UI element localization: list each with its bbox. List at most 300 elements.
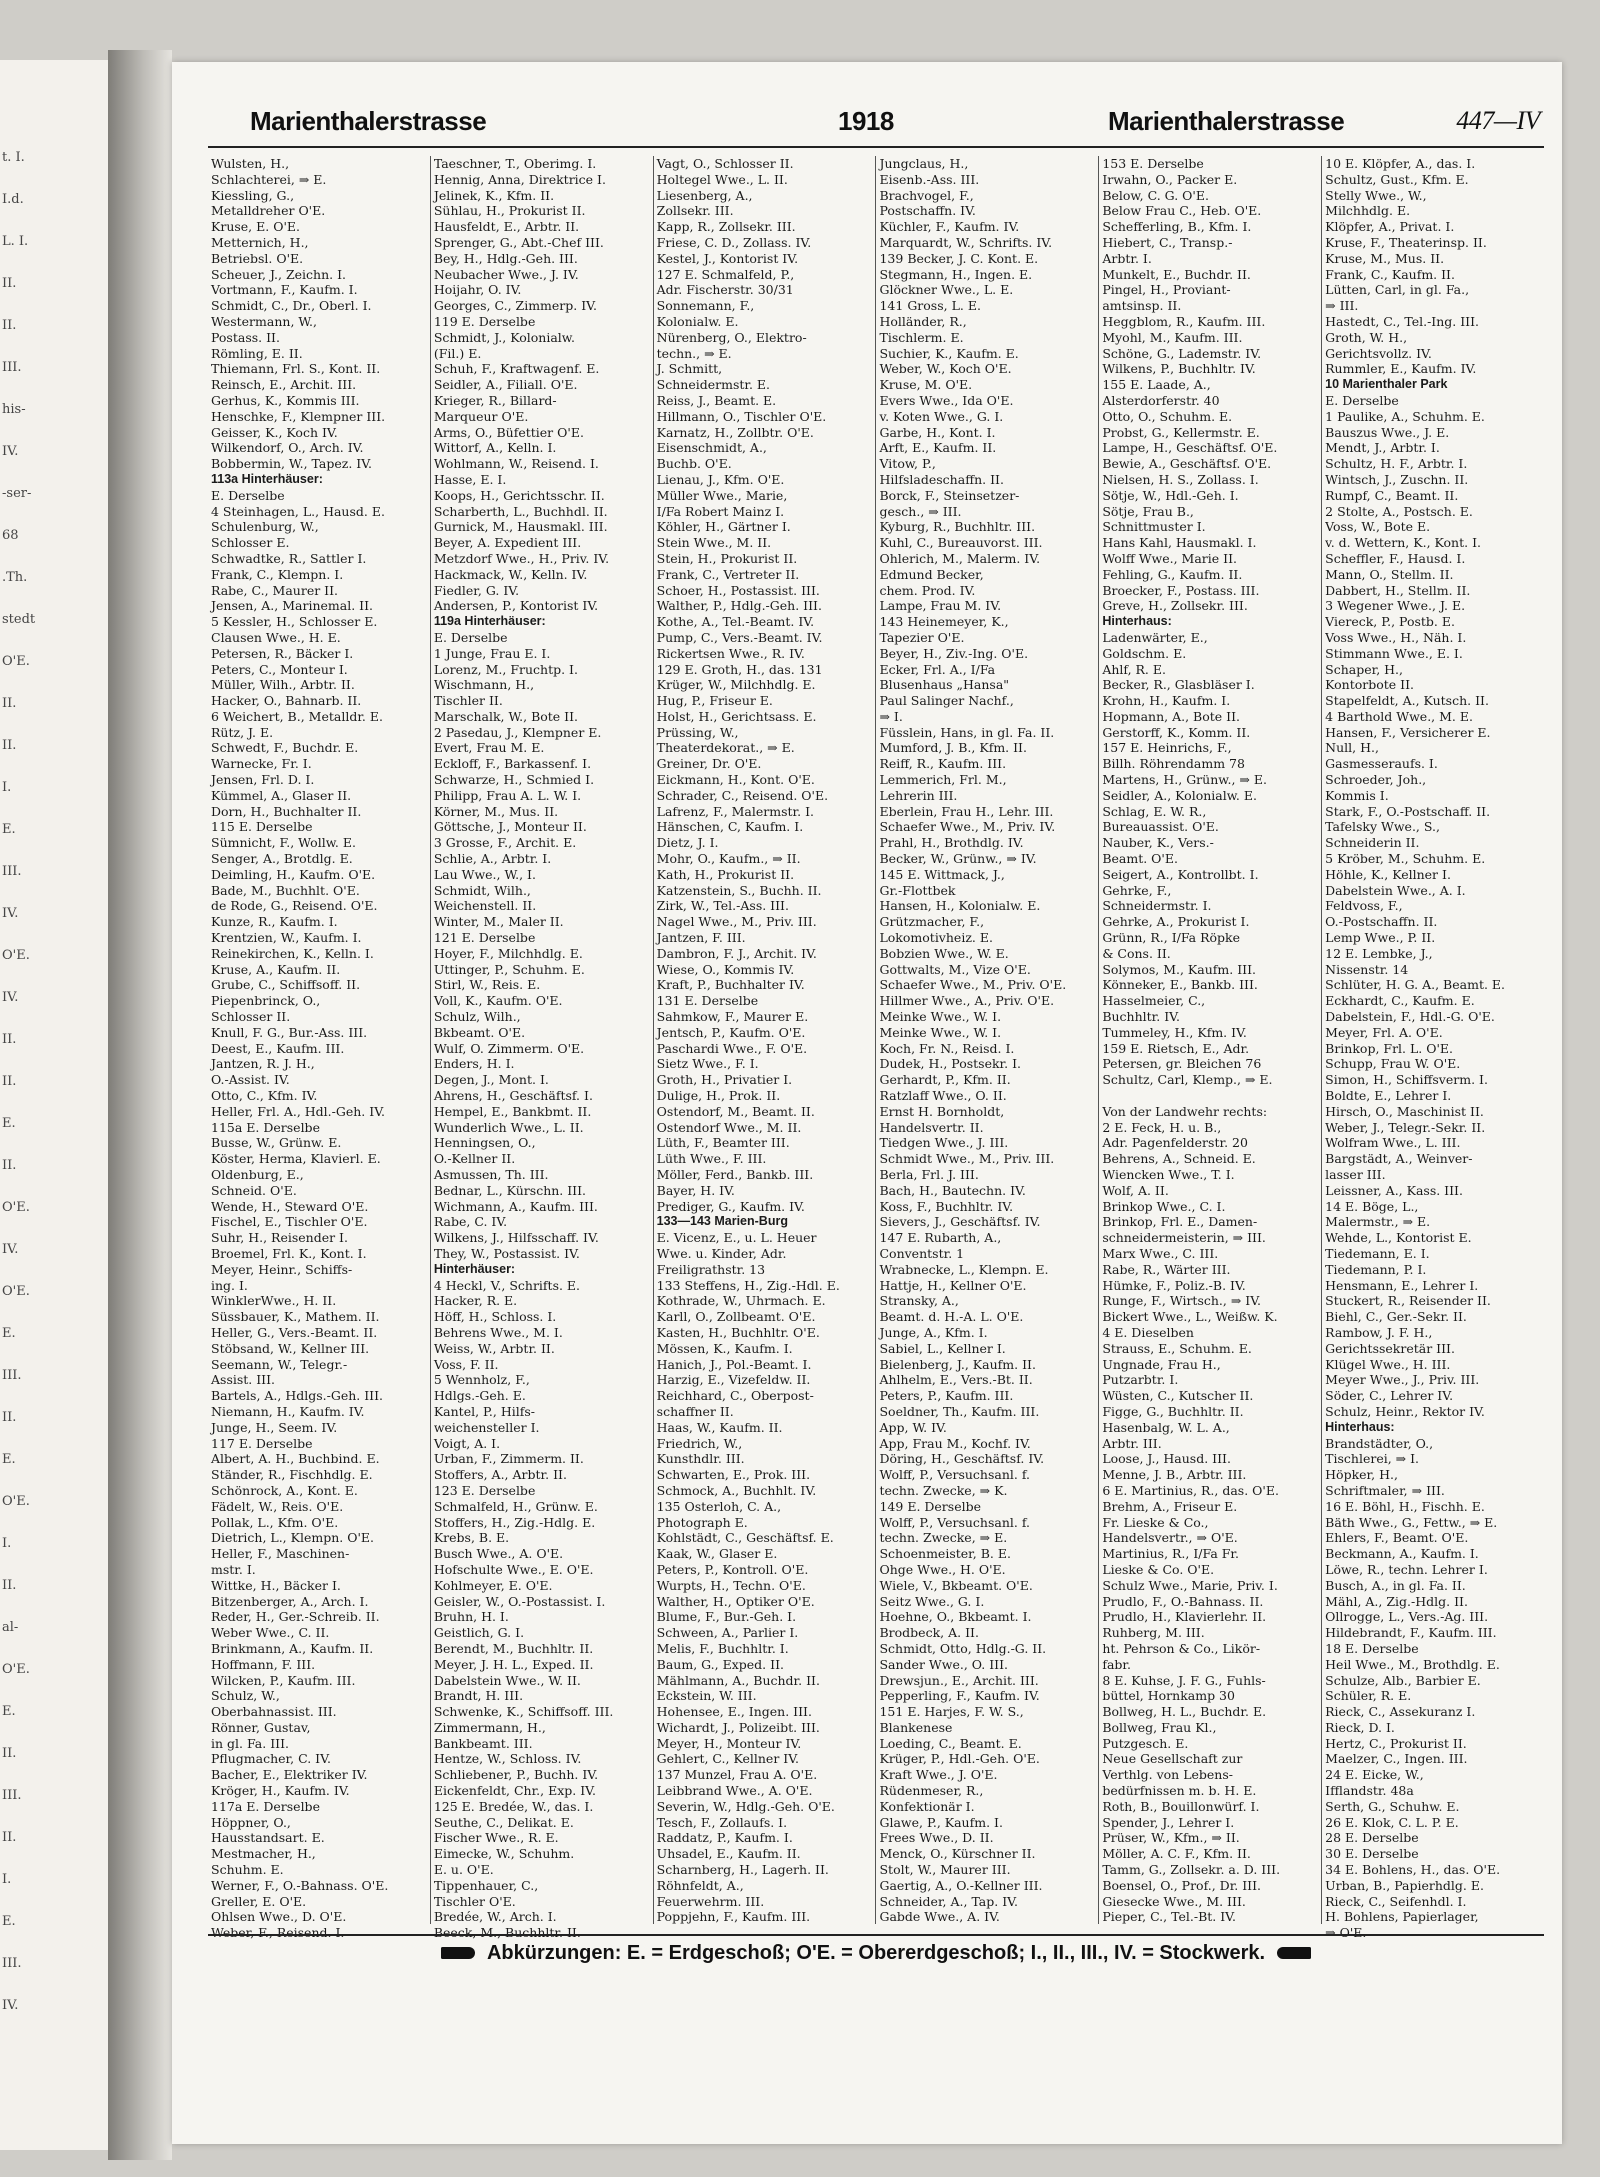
directory-entry: Mestmacher, H., xyxy=(211,1846,316,1862)
directory-entry: 137 Munzel, Frau A. O'E. xyxy=(656,1767,818,1783)
directory-entry: Hans Kahl, Hausmakl. I. xyxy=(1102,535,1257,551)
year-label: 1918 xyxy=(838,106,894,136)
directory-entry: Höpker, H., xyxy=(1325,1467,1398,1483)
directory-entry: Schroeder, Joh., xyxy=(1325,772,1427,788)
directory-entry: Stimmann Wwe., E. I. xyxy=(1325,645,1463,661)
directory-entry: Clausen Wwe., H. E. xyxy=(211,629,341,645)
directory-entry: Nagel Wwe., M., Priv. III. xyxy=(656,914,817,930)
column-1 xyxy=(208,156,430,1941)
directory-entry: Klöpfer, A., Privat. I. xyxy=(1325,219,1455,235)
directory-entry: amtsinsp. II. xyxy=(1102,298,1182,314)
directory-entry: Handelsvertr., ⇒ O'E. xyxy=(1102,1530,1238,1546)
directory-entry: Peters, C., Monteur I. xyxy=(211,661,348,677)
facing-page-fragment: IV. xyxy=(2,444,19,459)
directory-entry: Bobzien Wwe., W. E. xyxy=(879,945,1009,961)
directory-entry: Kunsthdlr. III. xyxy=(656,1451,745,1467)
directory-entry: Buchb. O'E. xyxy=(656,456,732,472)
directory-entry: Mann, O., Stellm. II. xyxy=(1325,566,1454,582)
directory-entry: Jensen, Frl. D. I. xyxy=(211,772,315,788)
directory-entry: Konfektionär I. xyxy=(879,1798,975,1814)
directory-entry: Wiele, V., Bkbeamt. O'E. xyxy=(879,1577,1033,1593)
directory-entry: Betriebsl. O'E. xyxy=(211,250,304,266)
directory-page xyxy=(172,62,1562,2144)
directory-entry: Probst, G., Kellermstr. E. xyxy=(1102,424,1260,440)
directory-entry: Stoffers, H., Zig.-Hdlg. E. xyxy=(433,1514,596,1530)
directory-entry: Süssbauer, K., Mathem. II. xyxy=(211,1309,380,1325)
directory-entry: 127 E. Schmalfeld, P., xyxy=(656,266,795,282)
directory-entry: Eckstein, W. III. xyxy=(656,1688,757,1704)
directory-entry: Metternich, H., xyxy=(211,234,309,250)
directory-entry: Below, C. G. O'E. xyxy=(1102,187,1209,203)
directory-entry: Vortmann, F., Kaufm. I. xyxy=(211,282,358,298)
facing-page-fragment: II. xyxy=(2,1410,17,1425)
directory-entry: Kapp, R., Zollsekr. III. xyxy=(656,219,796,235)
directory-entry: Grube, C., Schiffsoff. II. xyxy=(211,977,361,993)
directory-entry: Bkbeamt. O'E. xyxy=(433,1024,526,1040)
directory-entry: 24 E. Eicke, W., xyxy=(1325,1767,1424,1783)
directory-entry: Nürenberg, O., Elektro- xyxy=(656,329,807,345)
directory-entry: Hoffmann, F. III. xyxy=(211,1656,316,1672)
directory-entry: ⇒ III. xyxy=(1325,298,1359,314)
directory-entry: Handelsvertr. II. xyxy=(879,1119,984,1135)
column-4 xyxy=(875,156,1098,1924)
directory-entry: Peters, P., Kontroll. O'E. xyxy=(656,1561,809,1577)
directory-entry: Friedrich, W., xyxy=(656,1435,743,1451)
directory-entry: Meinke Wwe., W. I. xyxy=(879,1009,1002,1025)
directory-entry: Schwarze, H., Schmied I. xyxy=(433,772,595,788)
directory-entry: Albert, A. H., Buchbind. E. xyxy=(211,1451,380,1467)
directory-entry: Wolf, A. II. xyxy=(1102,1182,1169,1198)
directory-entry: Greller, E. O'E. xyxy=(211,1893,307,1909)
directory-entry: Schultz, Carl, Klemp., ⇒ E. xyxy=(1102,1072,1273,1088)
directory-entry: Schulenburg, W., xyxy=(211,519,319,535)
directory-entry: Bade, M., Buchhlt. O'E. xyxy=(211,882,360,898)
directory-entry: Sühlau, H., Prokurist II. xyxy=(433,203,586,219)
facing-page-fragment: E. xyxy=(2,1704,16,1719)
facing-page-fragment: II. xyxy=(2,1746,17,1761)
directory-entry: 5 Wennholz, F., xyxy=(433,1372,530,1388)
directory-entry: Suchier, K., Kaufm. E. xyxy=(879,345,1019,361)
directory-entry: Rieck, C., Assekuranz I. xyxy=(1325,1704,1476,1720)
directory-entry: Bollweg, H. L., Buchdr. E. xyxy=(1102,1704,1267,1720)
directory-entry: Prudlo, F., O.-Bahnass. II. xyxy=(1102,1593,1264,1609)
directory-entry: O.-Assist. IV. xyxy=(211,1072,290,1088)
directory-entry: Beyer, A. Expedient III. xyxy=(433,535,582,551)
facing-page-fragment: III. xyxy=(2,1956,22,1971)
directory-entry: Beeck, M., Buchhltr. II. xyxy=(433,1925,581,1941)
directory-entry: Westermann, W., xyxy=(211,313,317,329)
directory-entry: Putzgesch. E. xyxy=(1102,1735,1189,1751)
directory-entry: Wilkendorf, O., Arch. IV. xyxy=(211,440,364,456)
directory-entry: Brinkmann, A., Kaufm. II. xyxy=(211,1640,374,1656)
directory-entry: Strauss, E., Schuhm. E. xyxy=(1102,1340,1252,1356)
directory-entry: schaffner II. xyxy=(656,1403,734,1419)
directory-entry: Wittke, H., Bäcker I. xyxy=(211,1577,341,1593)
directory-entry: Seitz Wwe., G. I. xyxy=(879,1593,985,1609)
directory-entry: Tamm, G., Zollsekr. a. D. III. xyxy=(1102,1862,1281,1878)
directory-entry: Dabelstein Wwe., W. II. xyxy=(433,1672,581,1688)
directory-entry: Oldenburg, E., xyxy=(211,1167,304,1182)
directory-entry: Wittorf, A., Kelln. I. xyxy=(433,440,557,456)
directory-entry: Prudlo, H., Klavierlehr. II. xyxy=(1102,1609,1267,1625)
directory-entry: Bickert Wwe., L., Weißw. K. xyxy=(1102,1309,1278,1325)
directory-entry: Metzdorf Wwe., H., Priv. IV. xyxy=(433,550,610,566)
directory-entry: Busse, W., Grünw. E. xyxy=(211,1135,342,1151)
directory-entry: Kyburg, R., Buchhltr. III. xyxy=(879,519,1036,535)
directory-entry: Reiss, J., Beamt. E. xyxy=(656,392,777,408)
directory-entry: Brehm, A., Friseur E. xyxy=(1102,1498,1238,1514)
directory-entry: Hacker, O., Bahnarb. II. xyxy=(211,693,362,709)
directory-entry: Schoenmeister, B. E. xyxy=(879,1546,1011,1562)
directory-entry: Kunze, R., Kaufm. I. xyxy=(211,914,338,930)
directory-entry: Thiemann, Frl. S., Kont. II. xyxy=(211,361,381,377)
directory-entry: Ecker, Frl. A., I/Fa xyxy=(879,661,996,677)
directory-entry: Beckmann, A., Kaufm. I. xyxy=(1325,1546,1479,1562)
directory-entry: Schulz, Heinr., Rektor IV. xyxy=(1325,1403,1485,1419)
directory-entry: Schulz, W., xyxy=(211,1688,280,1704)
directory-entry: Fehling, G., Kaufm. II. xyxy=(1102,566,1243,582)
directory-entry: Pieper, C., Tel.-Bt. IV. xyxy=(1102,1909,1236,1925)
directory-entry: Scharnberg, H., Lagerh. II. xyxy=(656,1862,829,1878)
directory-entry: Eickmann, H., Kont. O'E. xyxy=(656,772,815,788)
directory-entry: Gerhardt, P., Kfm. II. xyxy=(879,1072,1011,1088)
directory-entry: Mössen, K., Kaufm. I. xyxy=(656,1340,793,1356)
directory-entry: Rabe, C., Maurer II. xyxy=(211,582,339,598)
directory-entry: Figge, G., Buchhltr. II. xyxy=(1102,1403,1244,1419)
directory-entry: Fädelt, W., Reis. O'E. xyxy=(211,1498,344,1514)
directory-entry: Bacher, E., Elektriker IV. xyxy=(211,1767,368,1783)
directory-entry: Blusenhaus „Hansa" xyxy=(879,677,1010,693)
directory-entry: Martinius, R., I/Fa Fr. xyxy=(1102,1546,1240,1562)
directory-entry: Wolff, P., Versuchsanl. f. xyxy=(879,1514,1030,1530)
facing-page-fragment: I. xyxy=(2,780,12,795)
directory-entry: Dambron, F. J., Archit. IV. xyxy=(656,945,817,961)
directory-entry: Greve, H., Zollsekr. III. xyxy=(1102,598,1248,614)
facing-page-fragment: III. xyxy=(2,1368,22,1383)
directory-entry: gesch., ⇒ III. xyxy=(879,503,962,519)
directory-entry: Walther, H., Optiker O'E. xyxy=(656,1593,815,1609)
abbreviations-text: Abkürzungen: E. = Erdgeschoß; O'E. = Obererdgeschoß; I., II., III., IV. = Stockwerk. xyxy=(486,1941,1266,1964)
directory-entry: Römling, E. II. xyxy=(211,345,303,361)
directory-entry: Gehrke, F., xyxy=(1102,882,1172,898)
directory-entry: Vitow, P., xyxy=(879,456,936,472)
directory-entry: Schmidt, Wilh., xyxy=(433,882,531,898)
directory-entry: de Rode, G., Reisend. O'E. xyxy=(211,898,378,914)
directory-entry: Rabe, C. IV. xyxy=(433,1214,508,1230)
directory-entry: Kruse, E. O'E. xyxy=(211,219,300,235)
directory-entry: Vagt, O., Schlosser II. xyxy=(656,156,794,171)
directory-entry: Asmussen, Th. III. xyxy=(433,1167,549,1182)
directory-entry: Meyer Wwe., J., Priv. III. xyxy=(1325,1372,1480,1388)
directory-entry: 143 Heinemeyer, K., xyxy=(879,614,1009,630)
directory-entry: 123 E. Derselbe xyxy=(433,1482,536,1498)
directory-entry: Ahlf, R. E. xyxy=(1102,661,1166,677)
directory-entry: Schultz, Gust., Kfm. E. xyxy=(1325,171,1469,187)
directory-entry: Solymos, M., Kaufm. III. xyxy=(1102,961,1256,977)
directory-entry: Ohge Wwe., H. O'E. xyxy=(879,1561,1006,1577)
directory-entry: Kruse, F., Theaterinsp. II. xyxy=(1325,234,1487,250)
directory-entry: Koss, F., Buchhltr. IV. xyxy=(879,1198,1014,1214)
directory-entry: Arbtr. I. xyxy=(1102,250,1152,266)
directory-entry: Hohensee, E., Ingen. III. xyxy=(656,1704,812,1720)
directory-entry: Rummler, E., Kaufm. IV. xyxy=(1325,361,1477,377)
directory-entry: Fischer Wwe., R. E. xyxy=(433,1830,559,1846)
directory-entry: Blume, F., Bur.-Geh. I. xyxy=(656,1609,797,1625)
directory-entry: Freiligrathstr. 13 xyxy=(656,1261,766,1277)
directory-entry: Karnatz, H., Zollbtr. O'E. xyxy=(656,424,814,440)
directory-entry: Kontorbote II. xyxy=(1325,677,1415,693)
facing-page-fragment: .Th. xyxy=(2,570,28,585)
directory-entry: Prahl, H., Brothdlg. IV. xyxy=(879,835,1024,851)
directory-entry: 4 Steinhagen, L., Hausd. E. xyxy=(211,503,385,519)
directory-entry: Metalldreher O'E. xyxy=(211,203,326,219)
directory-entry: Lampe, H., Geschäftsf. O'E. xyxy=(1102,440,1278,456)
directory-entry: 125 E. Bredée, W., das. I. xyxy=(433,1798,594,1814)
directory-entry: Baum, G., Exped. II. xyxy=(656,1656,784,1672)
directory-entry: Hausstandsart. E. xyxy=(211,1830,325,1846)
directory-entry: Jungclaus, H., xyxy=(879,156,969,171)
directory-entry: Tischler II. xyxy=(433,693,503,709)
directory-entry: Kolonialw. E. xyxy=(656,313,739,329)
directory-entry: Brandt, H. III. xyxy=(433,1688,524,1704)
directory-entry: Dorn, H., Buchhalter II. xyxy=(211,803,362,819)
directory-entry: Arms, O., Büfettier O'E. xyxy=(433,424,584,440)
directory-entry: techn., ⇒ E. xyxy=(656,345,732,361)
directory-entry: Pingel, H., Proviant- xyxy=(1102,282,1231,298)
directory-entry: Kaak, W., Glaser E. xyxy=(656,1546,778,1562)
directory-entry xyxy=(1102,1088,1318,1104)
directory-entry: 3 Wegener Wwe., J. E. xyxy=(1325,598,1466,614)
directory-entry: Geisser, K., Koch IV. xyxy=(211,424,338,440)
directory-entry: Koops, H., Gerichtsschr. II. xyxy=(433,487,605,503)
directory-entry: Höppner, O., xyxy=(211,1814,291,1830)
facing-page-fragment: II. xyxy=(2,1578,17,1593)
directory-entry: Leissner, A., Kass. III. xyxy=(1325,1182,1463,1198)
directory-entry: 18 E. Derselbe xyxy=(1325,1640,1419,1656)
directory-entry: Wunderlich Wwe., L. II. xyxy=(433,1119,584,1135)
directory-entry: 4 Barthold Wwe., M. E. xyxy=(1325,708,1473,724)
directory-entry: Ahlhelm, E., Vers.-Bt. II. xyxy=(879,1372,1033,1388)
directory-entry: Deimling, H., Kaufm. O'E. xyxy=(211,866,376,882)
street-title-left: Marienthalerstrasse xyxy=(250,106,487,136)
directory-entry: Rickertsen Wwe., R. IV. xyxy=(656,645,805,661)
directory-entry: Lütten, Carl, in gl. Fa., xyxy=(1325,282,1470,298)
directory-entry: Ungnade, Frau H., xyxy=(1102,1356,1221,1372)
directory-entry: Urban, F., Zimmerm. II. xyxy=(433,1451,584,1467)
directory-entry: Arbtr. III. xyxy=(1102,1435,1162,1451)
directory-entry: Eimecke, W., Schuhm. xyxy=(433,1846,575,1862)
directory-entry: Frank, C., Klempn. I. xyxy=(211,566,344,582)
directory-entry: Spender, J., Lehrer I. xyxy=(1102,1814,1235,1830)
directory-entry: Jentsch, P., Kaufm. O'E. xyxy=(656,1024,806,1040)
directory-entry: Null, H., xyxy=(1325,740,1379,756)
directory-entry: Wende, H., Steward O'E. xyxy=(211,1198,369,1214)
directory-entry: 14 E. Böge, L., xyxy=(1325,1198,1419,1214)
directory-entry: Schmidt, C., Dr., Oberl. I. xyxy=(211,298,372,314)
directory-entry: Hentze, W., Schloss. IV. xyxy=(433,1751,582,1767)
directory-entry: Bauszus Wwe., J. E. xyxy=(1325,424,1450,440)
facing-page-fragment: II. xyxy=(2,1032,17,1047)
directory-entry: 12 E. Lembke, J., xyxy=(1325,945,1433,961)
directory-entry: Petersen, gr. Bleichen 76 xyxy=(1102,1056,1262,1072)
directory-entry: Becker, R., Glasbläser I. xyxy=(1102,677,1255,693)
directory-entry: Nissenstr. 14 xyxy=(1325,961,1409,977)
directory-entry: 8 E. Kuhse, J. F. G., Fuhls- xyxy=(1102,1672,1266,1688)
directory-entry: 129 E. Groth, H., das. 131 xyxy=(656,661,823,677)
directory-entry: Dabelstein Wwe., A. I. xyxy=(1325,882,1466,898)
directory-entry: Hinterhaus: xyxy=(1325,1419,1395,1434)
directory-entry: 6 Weichert, B., Metalldr. E. xyxy=(211,708,383,724)
pointing-hand-icon xyxy=(1277,1947,1311,1959)
facing-page-fragment: I. xyxy=(2,1872,12,1887)
directory-entry: Meinke Wwe., W. I. xyxy=(879,1024,1002,1040)
directory-entry: Buchhltr. IV. xyxy=(1102,1009,1180,1025)
directory-entry: Ostendorf, M., Beamt. II. xyxy=(656,1103,815,1119)
directory-entry: 149 E. Derselbe xyxy=(879,1498,981,1514)
directory-entry: Reder, H., Ger.-Schreib. II. xyxy=(211,1609,380,1625)
directory-entry: Mohr, O., Kaufm., ⇒ II. xyxy=(656,851,801,867)
directory-entry: Müller Wwe., Marie, xyxy=(656,487,788,503)
directory-entry: Schaefer Wwe., M., Priv. O'E. xyxy=(879,977,1067,993)
directory-entry: Stapelfeldt, A., Kutsch. II. xyxy=(1325,693,1489,709)
directory-entry: Kuhl, C., Bureauvorst. III. xyxy=(879,535,1043,551)
directory-entry: Gehrke, A., Prokurist I. xyxy=(1102,914,1250,930)
directory-entry: 10 E. Klöpfer, A., das. I. xyxy=(1325,156,1476,171)
directory-entry: Stolt, W., Maurer III. xyxy=(879,1862,1011,1878)
directory-entry: Mumford, J. B., Kfm. II. xyxy=(879,740,1027,756)
facing-page-fragment: O'E. xyxy=(2,1284,30,1299)
directory-entry: Dietz, J. I. xyxy=(656,835,719,851)
directory-entry: Frank, C., Vertreter II. xyxy=(656,566,800,582)
directory-entry: Schwadtke, R., Sattler I. xyxy=(211,550,367,566)
directory-entry: v. d. Wettern, K., Kont. I. xyxy=(1325,535,1481,551)
directory-entry: Kath, H., Prokurist II. xyxy=(656,866,795,882)
directory-entry: Weber, W., Koch O'E. xyxy=(879,361,1012,377)
directory-entry: Kasten, H., Buchhltr. O'E. xyxy=(656,1324,820,1340)
directory-entry: 147 E. Rubarth, A., xyxy=(879,1230,1002,1246)
directory-entry: Adr. Fischerstr. 30/31 xyxy=(656,282,794,298)
directory-entry: Hinterhaus: xyxy=(1102,614,1172,629)
facing-page-fragment: O'E. xyxy=(2,1200,30,1215)
directory-entry: Hopmann, A., Bote II. xyxy=(1102,708,1240,724)
directory-entry: Eckloff, F., Barkassenf. I. xyxy=(433,756,592,772)
directory-entry: 5 Kröber, M., Schuhm. E. xyxy=(1325,851,1486,867)
directory-entry: Brandstädter, O., xyxy=(1325,1435,1434,1451)
directory-entry: 119 E. Derselbe xyxy=(433,313,536,329)
directory-entry: Dulige, H., Prok. II. xyxy=(656,1088,781,1104)
directory-entry: Hempel, E., Bankbmt. II. xyxy=(433,1103,592,1119)
directory-entry: Seidler, A., Kolonialw. E. xyxy=(1102,787,1257,803)
directory-entry: Bednar, L., Kürschn. III. xyxy=(433,1182,587,1198)
directory-entry: Rumpf, C., Beamt. II. xyxy=(1325,487,1459,503)
directory-entry: Bruhn, H. I. xyxy=(433,1609,509,1625)
directory-entry: 10 Marienthaler Park xyxy=(1325,377,1448,392)
directory-entry: Friese, C. D., Zollass. IV. xyxy=(656,234,812,250)
directory-entry: Hensmann, E., Lehrer I. xyxy=(1325,1277,1479,1293)
directory-entry: Weber, J., Telegr.-Sekr. II. xyxy=(1325,1119,1486,1135)
directory-entry: Simon, H., Schiffsverm. I. xyxy=(1325,1072,1488,1088)
directory-entry: 1 Paulike, A., Schuhm. E. xyxy=(1325,408,1485,424)
directory-entry: 117 E. Derselbe xyxy=(211,1435,313,1451)
directory-entry: Bitzenberger, A., Arch. I. xyxy=(211,1593,369,1609)
directory-entry: Lehrerin III. xyxy=(879,787,958,803)
directory-entry: Rüdenmeser, R., xyxy=(879,1783,984,1799)
directory-entry: Marqueur O'E. xyxy=(433,408,529,424)
facing-page-fragment: I.d. xyxy=(2,192,24,207)
directory-entry: Hoehne, O., Bkbeamt. I. xyxy=(879,1609,1032,1625)
directory-entry: Pepperling, F., Kaufm. IV. xyxy=(879,1688,1040,1704)
directory-entry: Schneidermstr. E. xyxy=(656,377,771,393)
directory-entry: Bielenberg, J., Kaufm. II. xyxy=(879,1356,1036,1372)
directory-entry: Sander Wwe., O. III. xyxy=(879,1656,1009,1672)
directory-entry: Bayer, H. IV. xyxy=(656,1182,735,1198)
directory-entry: Eisenschmidt, A., xyxy=(656,440,767,456)
directory-entry: Grünn, R., I/Fa Röpke xyxy=(1102,930,1241,946)
directory-entry: Kruse, A., Kaufm. II. xyxy=(211,961,341,977)
directory-entry: Wulf, O. Zimmerm. O'E. xyxy=(433,1040,585,1056)
directory-entry: Gehlert, C., Kellner IV. xyxy=(656,1751,800,1767)
directory-entry: Schulz, Wilh., xyxy=(433,1009,521,1025)
facing-page-fragment: E. xyxy=(2,1914,16,1929)
directory-entry: O.-Postschaffn. II. xyxy=(1325,914,1438,930)
directory-entry: Frank, C., Kaufm. II. xyxy=(1325,266,1455,282)
directory-entry: Katzenstein, S., Buchh. II. xyxy=(656,882,822,898)
directory-entry: Jelinek, K., Kfm. II. xyxy=(433,187,555,203)
directory-entry: Brinkop, Frl. E., Damen- xyxy=(1102,1214,1258,1230)
directory-entry: Scheffler, F., Hausd. I. xyxy=(1325,550,1466,566)
directory-entry: Schneiderin II. xyxy=(1325,835,1420,851)
directory-entry: mstr. I. xyxy=(211,1561,256,1577)
directory-entry: schneidermeisterin, ⇒ III. xyxy=(1102,1230,1266,1246)
directory-entry: Stein Wwe., M. II. xyxy=(656,535,772,551)
directory-entry: Schrader, C., Reisend. O'E. xyxy=(656,787,829,803)
directory-entry: Urban, B., Papierhdlg. E. xyxy=(1325,1877,1484,1893)
directory-entry: Holländer, R., xyxy=(879,313,967,329)
directory-entry: Meyer, J. H. L., Exped. II. xyxy=(433,1656,594,1672)
directory-entry: They, W., Postassist. IV. xyxy=(433,1245,580,1261)
directory-entry: Wehde, L., Kontorist E. xyxy=(1325,1230,1472,1246)
directory-entry: Below Frau C., Heb. O'E. xyxy=(1102,203,1262,219)
directory-entry: Möller, A. C. F., Kfm. II. xyxy=(1102,1846,1251,1862)
directory-entry: Soeldner, Th., Kaufm. III. xyxy=(879,1403,1040,1419)
directory-entry: Frees Wwe., D. II. xyxy=(879,1830,994,1846)
directory-entry: Putzarbtr. I. xyxy=(1102,1372,1179,1388)
directory-entry: Sprenger, G., Abt.-Chef III. xyxy=(433,234,604,250)
directory-entry: Hänschen, C, Kaufm. I. xyxy=(656,819,804,835)
facing-page-fragment: O'E. xyxy=(2,1494,30,1509)
page-number: 447—IV xyxy=(1456,106,1540,135)
directory-entry: Berendt, M., Buchhltr. II. xyxy=(433,1640,594,1656)
directory-entry: Marx Wwe., C. III. xyxy=(1102,1245,1219,1261)
directory-entry: Prüssing, W., xyxy=(656,724,739,740)
directory-entry: Uhsadel, E., Kaufm. II. xyxy=(656,1846,801,1862)
directory-entry: Gasmesseraufs. I. xyxy=(1325,756,1438,772)
directory-entry: Hacker, R. E. xyxy=(433,1293,518,1309)
directory-entry: Tesch, F., Zollaufs. I. xyxy=(656,1814,788,1830)
directory-entry: O.-Kellner II. xyxy=(433,1151,516,1167)
directory-entry: Weber Wwe., C. II. xyxy=(211,1625,330,1641)
facing-page-fragment: I. xyxy=(2,1536,12,1551)
directory-entry: Nielsen, H. S., Zollass. I. xyxy=(1102,471,1259,487)
directory-entry: Myohl, M., Kaufm. III. xyxy=(1102,329,1243,345)
directory-entry: Köster, Herma, Klavierl. E. xyxy=(211,1151,381,1167)
directory-entry: Prediger, G., Kaufm. IV. xyxy=(656,1198,805,1214)
directory-entry: Hackmack, W., Kelln. IV. xyxy=(433,566,588,582)
directory-entry: Reinekirchen, K., Kelln. I. xyxy=(211,945,374,961)
directory-entry: Wichmann, A., Kaufm. III. xyxy=(433,1198,598,1214)
directory-entry: 117a E. Derselbe xyxy=(211,1798,320,1814)
facing-page-fragment: II. xyxy=(2,738,17,753)
